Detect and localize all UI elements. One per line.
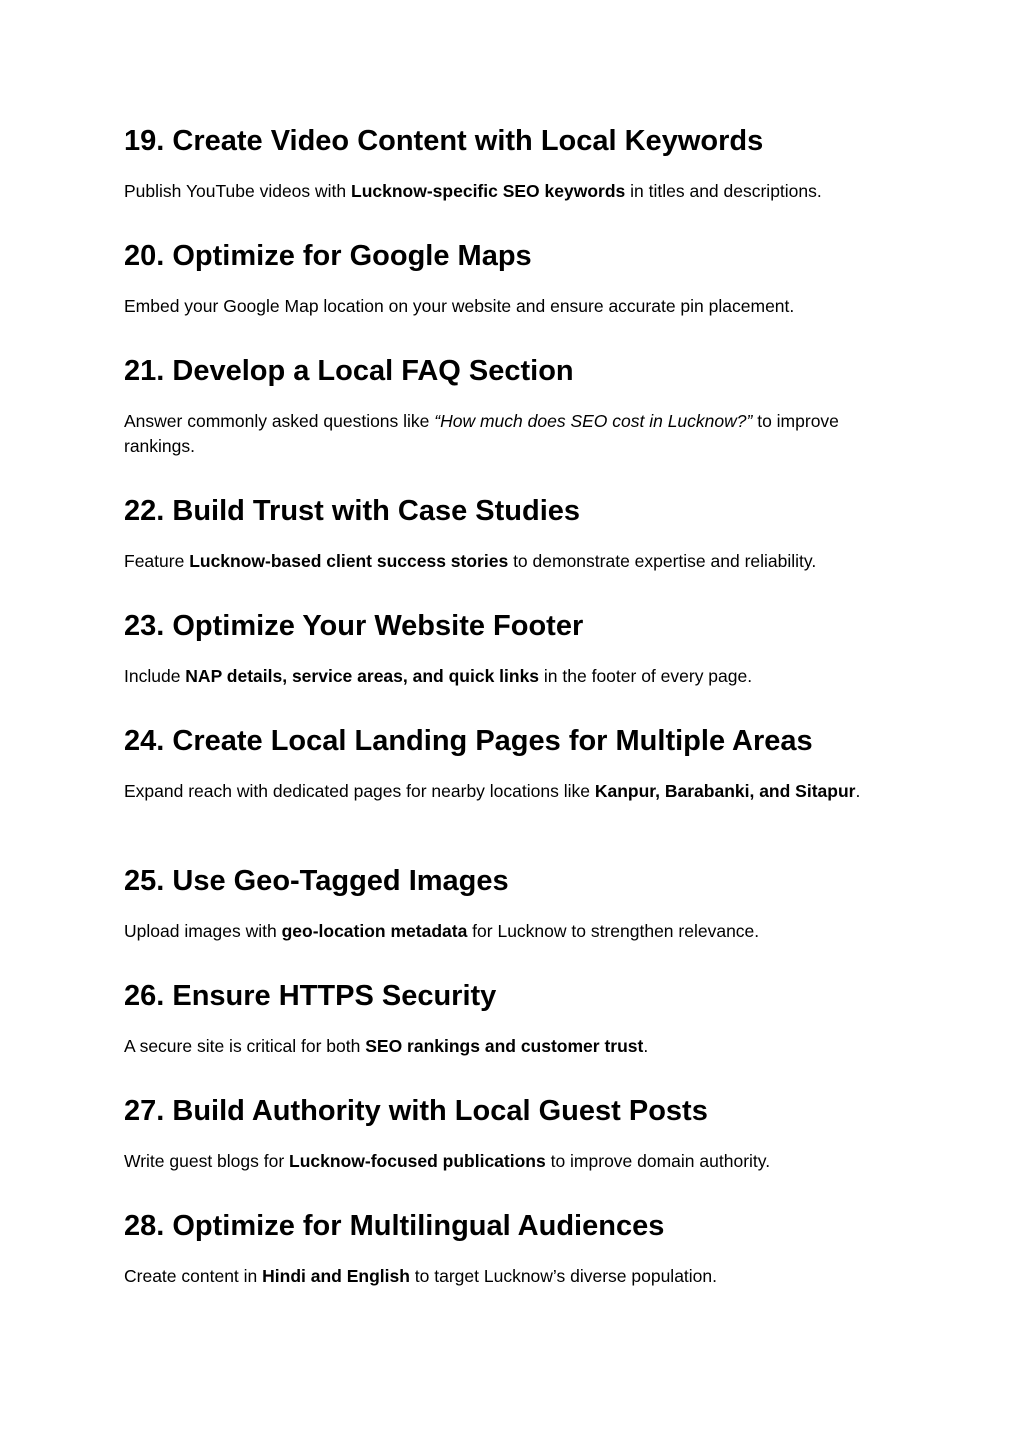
paragraph-text: Answer commonly asked questions like xyxy=(124,411,435,431)
section-heading: 23. Optimize Your Website Footer xyxy=(124,610,584,642)
section-heading: 25. Use Geo-Tagged Images xyxy=(124,865,509,897)
paragraph-text: A secure site is critical for both xyxy=(124,1036,366,1056)
section-paragraph xyxy=(124,1034,914,1059)
section-heading: 19. Create Video Content with Local Keywords xyxy=(124,125,764,157)
section-heading: 28. Optimize for Multilingual Audiences xyxy=(124,1210,665,1242)
bold-text: NAP details, service areas, and quick links xyxy=(185,666,540,686)
paragraph-text: in titles and descriptions. xyxy=(625,181,822,201)
section-paragraph xyxy=(124,409,914,459)
section-paragraph xyxy=(124,779,914,804)
bold-text: geo-location metadata xyxy=(281,921,468,941)
bold-text: Lucknow-focused publications xyxy=(289,1151,546,1171)
section-heading: 24. Create Local Landing Pages for Multiple Areas xyxy=(124,725,813,757)
section-20 xyxy=(124,239,914,316)
section-heading: 26. Ensure HTTPS Security xyxy=(124,980,497,1012)
paragraph-text: for Lucknow to strengthen relevance. xyxy=(467,921,760,941)
bold-text: SEO rankings and customer trust xyxy=(365,1036,644,1056)
section-28 xyxy=(124,1209,914,1286)
section-paragraph xyxy=(124,1264,914,1289)
section-22 xyxy=(124,494,914,571)
paragraph-text: Feature xyxy=(124,551,190,571)
section-heading: 20. Optimize for Google Maps xyxy=(124,240,532,272)
section-paragraph xyxy=(124,294,914,319)
bold-text: Lucknow-specific SEO keywords xyxy=(351,181,626,201)
paragraph-text: Expand reach with dedicated pages for nearby locations like xyxy=(124,781,595,801)
section-26 xyxy=(124,979,914,1056)
paragraph-text: Publish YouTube videos with xyxy=(124,181,352,201)
section-24 xyxy=(124,724,914,801)
paragraph-text: . xyxy=(855,781,861,801)
paragraph-text: to improve domain authority. xyxy=(545,1151,771,1171)
paragraph-text: . xyxy=(643,1036,649,1056)
section-paragraph xyxy=(124,179,914,204)
section-paragraph xyxy=(124,919,914,944)
paragraph-text: in the footer of every page. xyxy=(539,666,753,686)
paragraph-text: Create content in xyxy=(124,1266,263,1286)
bold-text: Kanpur, Barabanki, and Sitapur xyxy=(594,781,856,801)
section-19 xyxy=(124,124,914,201)
section-paragraph xyxy=(124,549,914,574)
italic-text: “How much does SEO cost in Lucknow?” xyxy=(434,411,753,431)
bold-text: Hindi and English xyxy=(262,1266,410,1286)
paragraph-text: to target Lucknow’s diverse population. xyxy=(409,1266,718,1286)
section-paragraph xyxy=(124,1149,914,1174)
section-paragraph xyxy=(124,664,914,689)
paragraph-text: Write guest blogs for xyxy=(124,1151,290,1171)
section-heading: 27. Build Authority with Local Guest Posts xyxy=(124,1095,708,1127)
section-25 xyxy=(124,864,914,941)
paragraph-text: to improve rankings. xyxy=(124,411,839,456)
section-23 xyxy=(124,609,914,686)
bold-text: Lucknow-based client success stories xyxy=(189,551,509,571)
section-21 xyxy=(124,354,914,456)
section-heading: 22. Build Trust with Case Studies xyxy=(124,495,581,527)
paragraph-text: Embed your Google Map location on your website and ensure accurate pin placement. xyxy=(124,296,795,316)
section-27 xyxy=(124,1094,914,1171)
section-heading: 21. Develop a Local FAQ Section xyxy=(124,355,574,387)
paragraph-text: to demonstrate expertise and reliability. xyxy=(508,551,817,571)
paragraph-text: Upload images with xyxy=(124,921,282,941)
paragraph-text: Include xyxy=(124,666,186,686)
